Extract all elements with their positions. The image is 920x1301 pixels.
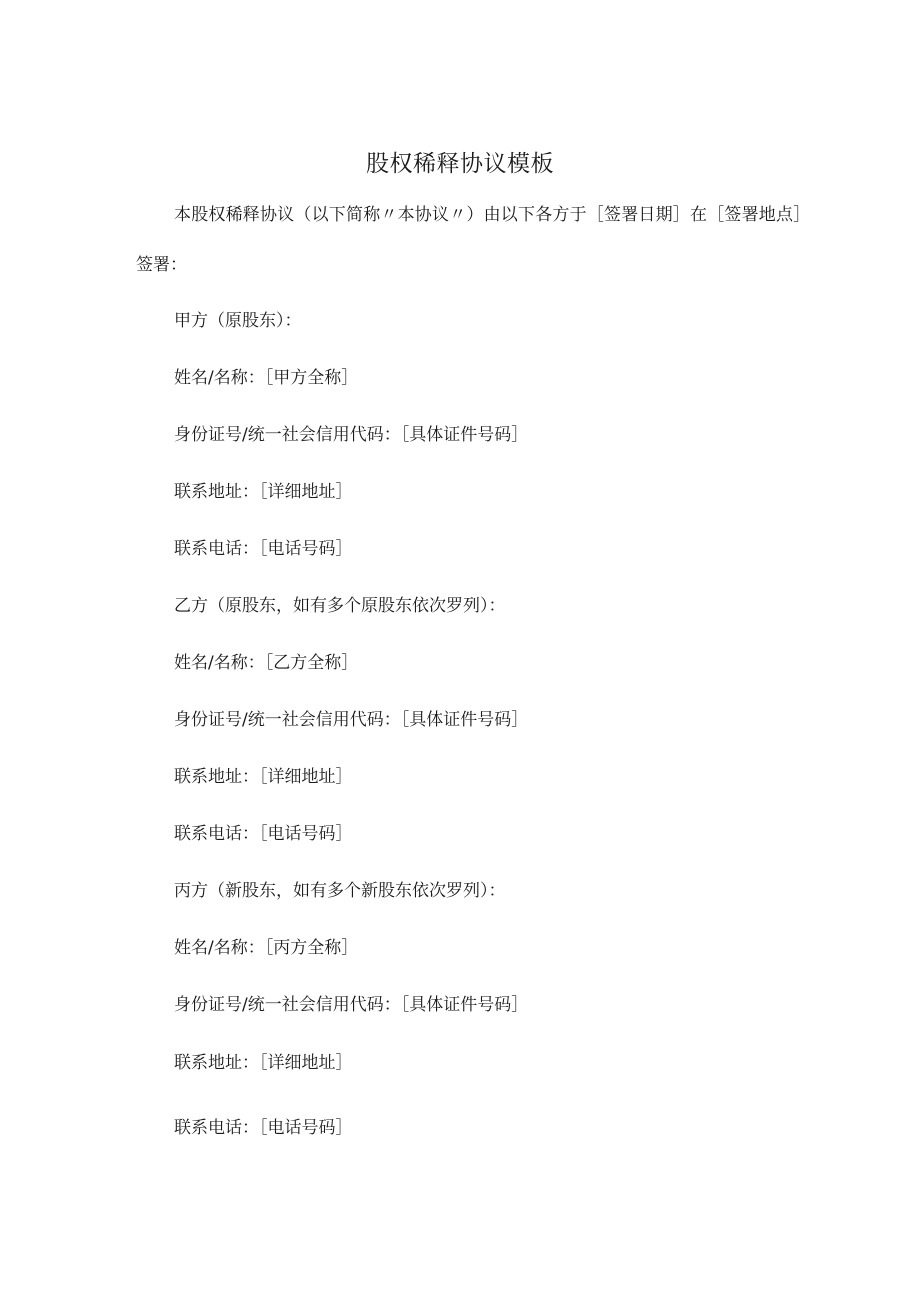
party-b-name: 姓名/名称：［乙方全称］ <box>174 653 359 673</box>
party-c-phone: 联系电话：［电话号码］ <box>174 1118 353 1138</box>
page-title: 股权稀释协议模板 <box>366 151 554 177</box>
party-b-phone: 联系电话：［电话号码］ <box>174 824 353 844</box>
party-c-name: 姓名/名称：［丙方全称］ <box>174 938 359 958</box>
party-b-id: 身份证号/统一社会信用代码：［具体证件号码］ <box>174 710 529 730</box>
party-a-id: 身份证号/统一社会信用代码：［具体证件号码］ <box>174 425 529 445</box>
intro-paragraph-line-2: 签署： <box>136 255 187 275</box>
party-a-address: 联系地址：［详细地址］ <box>174 482 353 502</box>
intro-paragraph-line-1: 本股权稀释协议（以下简称〃本协议〃）由以下各方于［签署日期］在［签署地点］ <box>174 205 811 225</box>
party-c-heading: 丙方（新股东，如有多个新股东依次罗列）： <box>174 881 506 901</box>
party-b-heading: 乙方（原股东，如有多个原股东依次罗列）： <box>174 596 506 616</box>
party-a-name: 姓名/名称：［甲方全称］ <box>174 368 359 388</box>
party-a-heading: 甲方（原股东）： <box>174 311 302 331</box>
party-c-id: 身份证号/统一社会信用代码：［具体证件号码］ <box>174 995 529 1015</box>
party-b-address: 联系地址：［详细地址］ <box>174 767 353 787</box>
party-a-phone: 联系电话：［电话号码］ <box>174 539 353 559</box>
party-c-address: 联系地址：［详细地址］ <box>174 1053 353 1073</box>
